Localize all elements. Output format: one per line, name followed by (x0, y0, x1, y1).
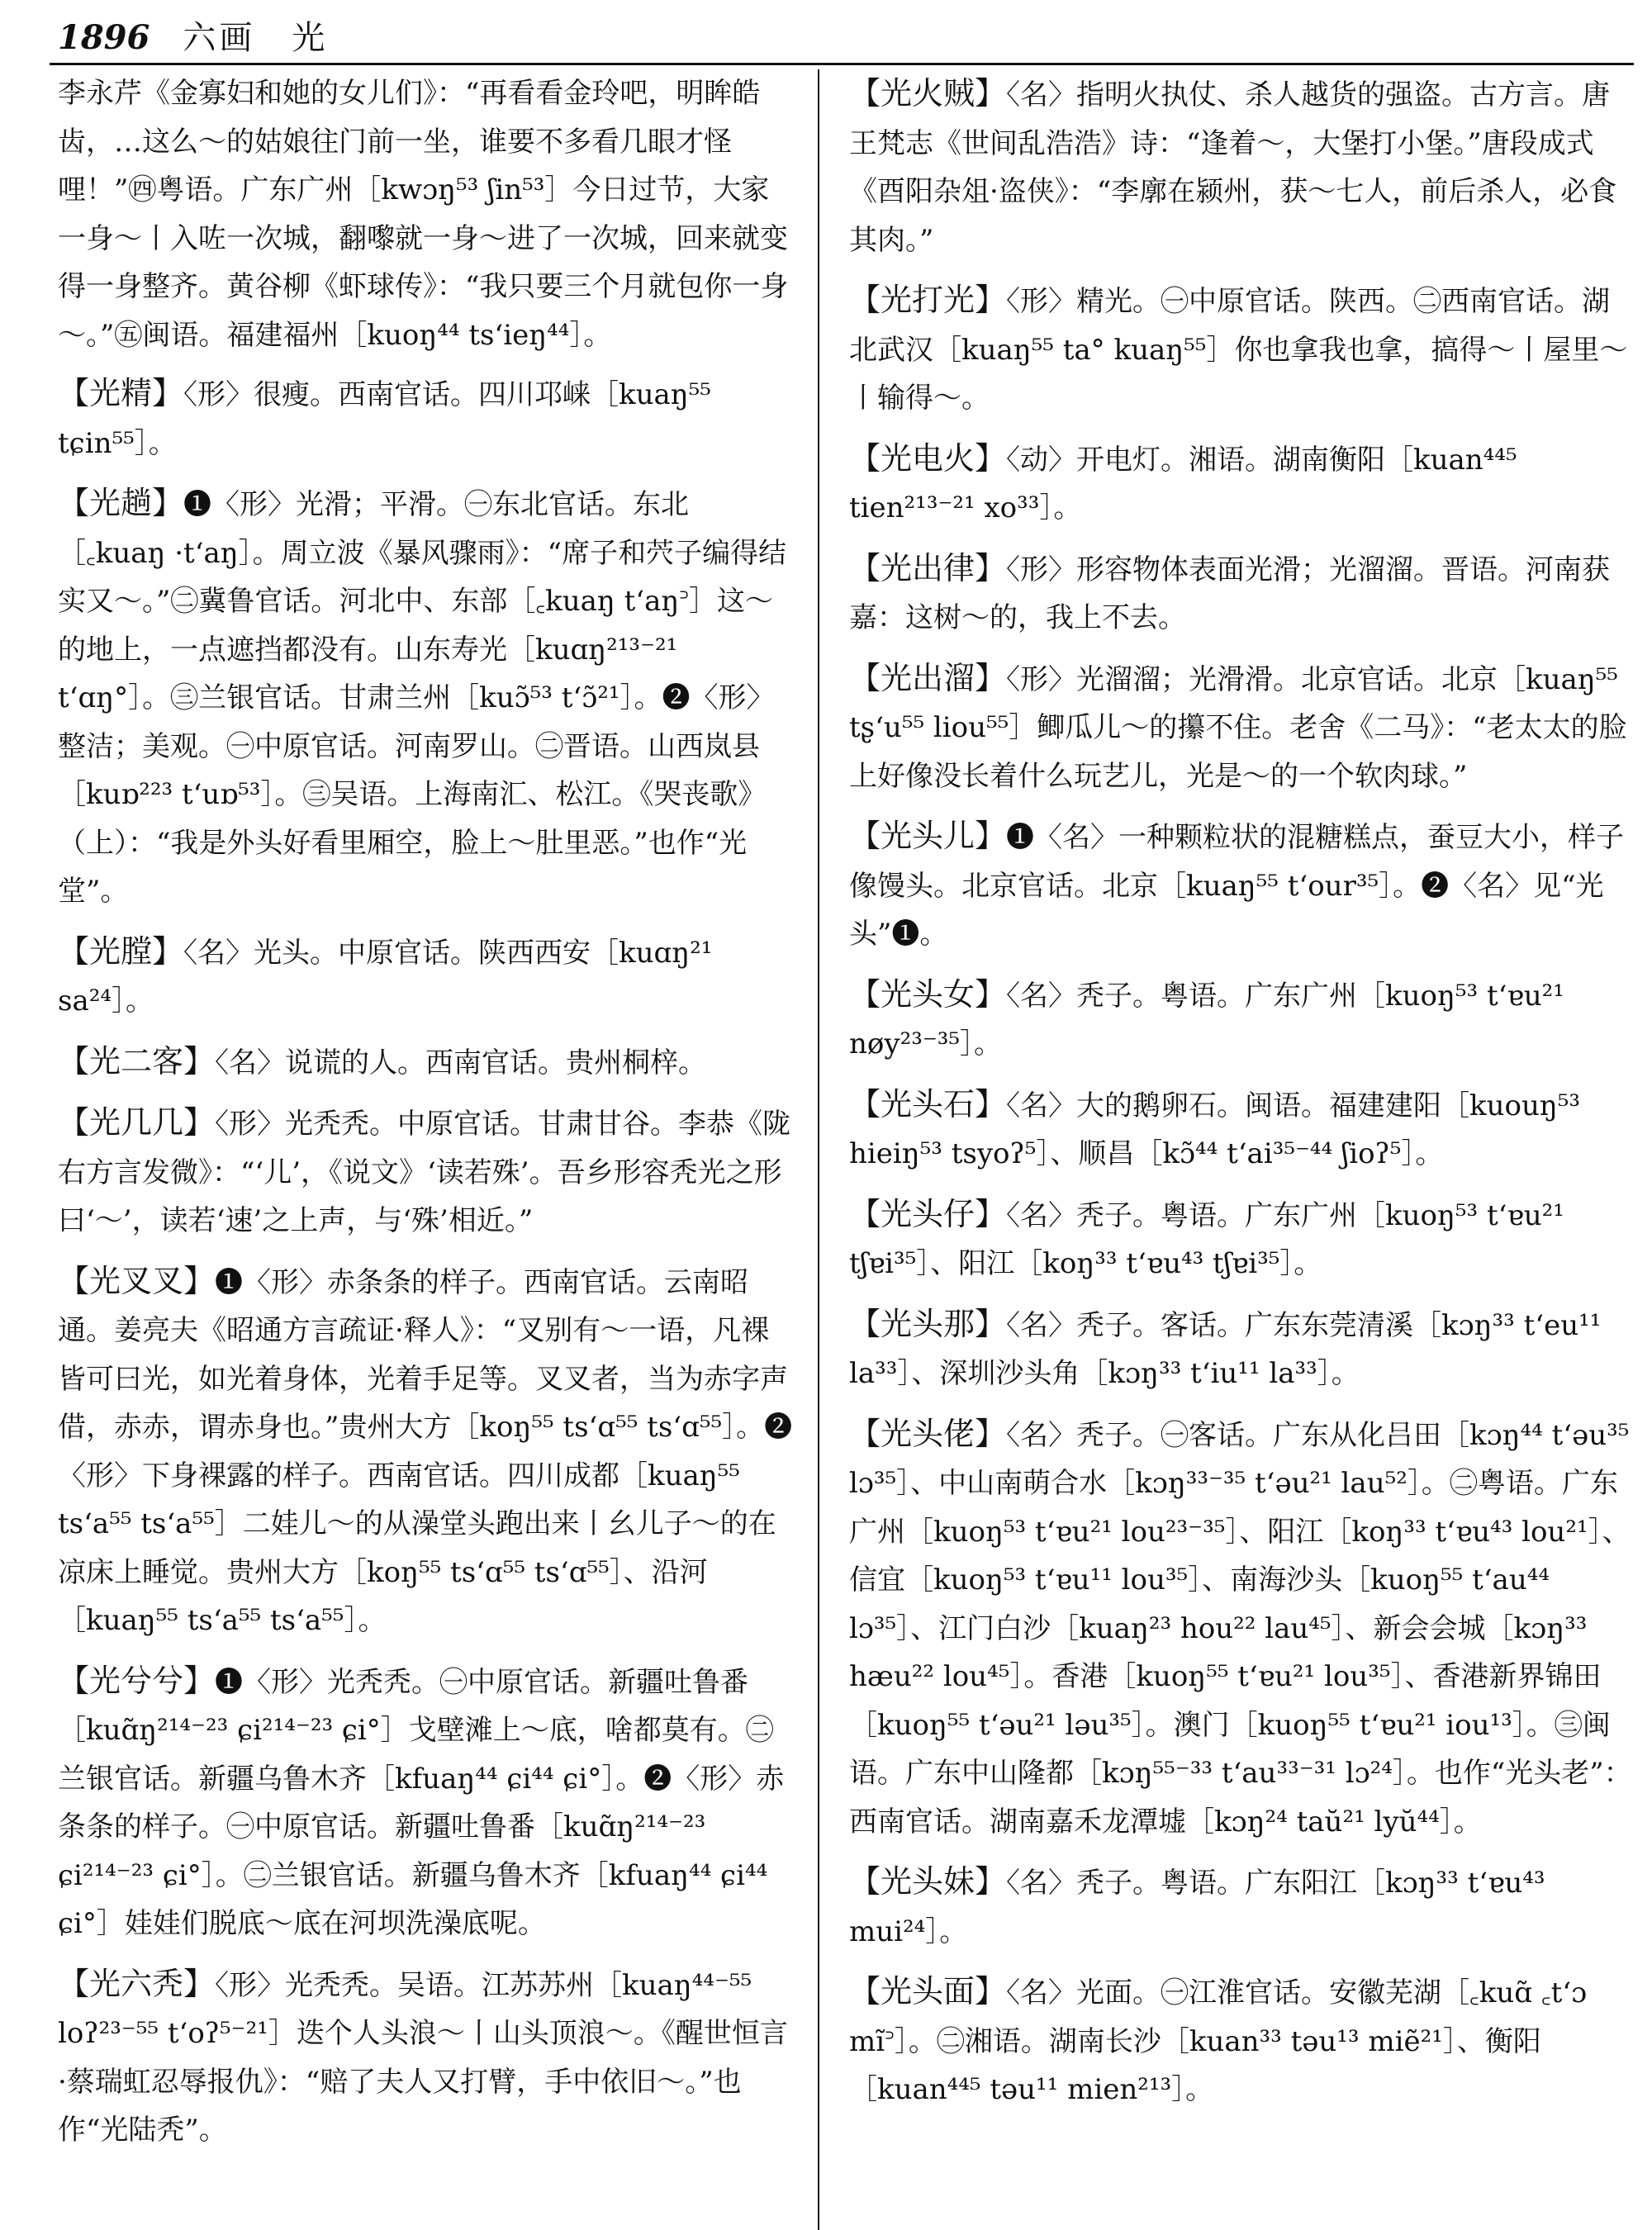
entry-headword: 【光头石】 (849, 1085, 1007, 1122)
entry-headword: 【光二客】 (58, 1042, 216, 1079)
entry-definition: 〈形〉光秃秃。吴语。江苏苏州［kuaŋ⁴⁴⁻⁵⁵ loʔ²³⁻⁵⁵ t‘oʔ⁵⁻²¹］迭个人头浪～丨山头顶浪～。《醒世恒言·蔡瑞虹忍辱报仇》：“赔了夫人又打臂，手中依旧～。”也作“光陆秃”。 (58, 1968, 788, 2147)
dictionary-entry (58, 69, 793, 359)
dictionary-entry (849, 970, 1634, 1069)
entry-definition: 〈动〉开电灯。湘语。湖南衡阳［kuan⁴⁴⁵ tien²¹³⁻²¹ xo³³］。 (849, 443, 1517, 524)
column-divider (818, 69, 819, 2230)
entry-headword: 【光出溜】 (849, 659, 1007, 696)
page-header (58, 12, 328, 61)
dictionary-entry (58, 928, 793, 1026)
dictionary-entry (849, 69, 1634, 264)
entry-definition: 〈名〉秃子。客话。广东东莞清溪［kɔŋ³³ t‘eu¹¹ la³³］、深圳沙头角［kɔŋ³³ t‘iu¹¹ la³³］。 (849, 1308, 1602, 1390)
entry-headword: 【光出律】 (849, 549, 1007, 586)
entry-headword: 【光几几】 (58, 1104, 216, 1141)
entry-definition: 〈名〉秃子。㊀客话。广东从化吕田［kɔŋ⁴⁴ t‘əu³⁵ lɔ³⁵］、中山南萌合水［kɔŋ³³⁻³⁵ t‘əu²¹ lau⁵²］。㊁粤语。广东广州［kuoŋ⁵³ t‘ɐu²¹ lou²³⁻³⁵］、阳江［koŋ³³ t‘ɐu⁴³ lou²¹］、信宜［kuoŋ⁵³ t‘ɐu¹¹ lou³⁵］、南海沙头［kuoŋ⁵⁵ t‘au⁴⁴ lɔ³⁵］、江门白沙［kuaŋ²³ hou²² lau⁴⁵］、新会会城［kɔŋ³³ hæu²² lou⁴⁵］。香港［kuoŋ⁵⁵ t‘ɐu²¹ lou³⁵］、香港新界锦田［kuoŋ⁵⁵ t‘əu²¹ ləu³⁵］。澳门［kuoŋ⁵⁵ t‘ɐu²¹ iou¹³］。㊂闽语。广东中山隆都［kɔŋ⁵⁵⁻³³ t‘au³³⁻³¹ lɔ²⁴］。也作“光头老”：西南官话。湖南嘉禾龙潭墟［kɔŋ²⁴ taŭ²¹ lyŭ⁴⁴］。 (849, 1418, 1632, 1839)
section-title: 六画 光 (183, 19, 329, 57)
entry-headword: 【光精】 (58, 375, 184, 411)
entry-headword: 【光头佬】 (849, 1415, 1007, 1452)
dictionary-entry (849, 1300, 1634, 1398)
dictionary-entry (849, 1190, 1634, 1288)
entry-headword: 【光头面】 (849, 1973, 1007, 2009)
entry-headword: 【光趟】 (58, 485, 184, 521)
entry-definition: 〈形〉精光。㊀中原官话。陕西。㊁西南官话。湖北武汉［kuaŋ⁵⁵ ta° kuaŋ⁵⁵］你也拿我也拿，搞得～丨屋里～丨输得～。 (849, 285, 1628, 415)
dictionary-entry (58, 479, 793, 916)
dictionary-entry (849, 654, 1634, 801)
header-rule (50, 63, 1634, 65)
entry-definition: ❶〈形〉光滑；平滑。㊀东北官话。东北［꜀kuaŋ ·t‘aŋ］。周立波《暴风骤雨》：“席子和茓子编得结实又～。”㊁冀鲁官话。河北中、东部［꜀kuaŋ t‘aŋ꜄］这～的地上，一点遮挡都没有。山东寿光［kuɑŋ²¹³⁻²¹ t‘ɑŋ°］。㊂兰银官话。甘肃兰州［kuɔ̃⁵³ t‘ɔ̃²¹］。❷〈形〉整洁；美观。㊀中原官话。河南罗山。㊁晋语。山西岚县［kuɒ²²³ t‘uɒ⁵³］。㊂吴语。上海南汇、松江。《哭丧歌》（上）：“我是外头好看里厢空，脸上～肚里恶。”也作“光堂”。 (58, 488, 787, 908)
entry-definition: 〈名〉大的鹅卵石。闽语。福建建阳［kuouŋ⁵³ hieiŋ⁵³ tsyoʔ⁵］、顺昌［kɔ̃⁴⁴ t‘ai³⁵⁻⁴⁴ ʃioʔ⁵］。 (849, 1089, 1581, 1170)
entry-definition: 〈名〉秃子。粤语。广东阳江［kɔŋ³³ t‘ɐu⁴³ mui²⁴］。 (849, 1867, 1545, 1948)
dictionary-entry (849, 1080, 1634, 1179)
dictionary-entry (849, 812, 1634, 959)
entry-definition: 〈形〉光溜溜；光滑滑。北京官话。北京［kuaŋ⁵⁵ tʂ‘u⁵⁵ liou⁵⁵］鲫瓜儿～的攥不住。老舍《二马》：“老太太的脸上好像没长着什么玩艺儿，光是～的一个软肉球。” (849, 662, 1627, 793)
entry-headword: 【光叉叉】 (58, 1262, 216, 1299)
entry-definition: 〈名〉光头。中原官话。陕西西安［kuɑŋ²¹ sa²⁴］。 (58, 936, 713, 1018)
entry-definition: 〈形〉形容物体表面光滑；光溜溜。晋语。河南获嘉：这树～的，我上不去。 (849, 553, 1611, 634)
left-column (58, 69, 793, 2230)
dictionary-entry (58, 1098, 793, 1245)
entry-definition: 〈形〉光秃秃。中原官话。甘肃甘谷。李恭《陇右方言发微》：“‘儿’，《说文》‘读若殊’。吾乡形容秃光之形曰‘～’，读若‘速’之上声，与‘殊’相近。” (58, 1108, 791, 1237)
dictionary-entry (849, 1410, 1634, 1847)
entry-headword: 【光头妹】 (849, 1863, 1007, 1900)
entry-definition: ❶〈形〉光秃秃。㊀中原官话。新疆吐鲁番［kuɑ̃ŋ²¹⁴⁻²³ ɕi²¹⁴⁻²³ ɕi°］戈壁滩上～底，啥都莫有。㊁兰银官话。新疆乌鲁木齐［kfuaŋ⁴⁴ ɕi⁴⁴ ɕi°］。❷〈形〉赤条条的样子。㊀中原官话。新疆吐鲁番［kuɑ̃ŋ²¹⁴⁻²³ ɕi²¹⁴⁻²³ ɕi°］。㊁兰银官话。新疆乌鲁木齐［kfuaŋ⁴⁴ ɕi⁴⁴ ɕi°］娃娃们脱底～底在河坝洗澡底呢。 (58, 1665, 785, 1940)
dictionary-entry (58, 1257, 793, 1645)
entry-headword: 【光头女】 (849, 975, 1007, 1013)
dictionary-entry (849, 434, 1634, 533)
entry-definition: 〈形〉很瘦。西南官话。四川邛崃［kuaŋ⁵⁵ tɕin⁵⁵］。 (58, 378, 711, 460)
entry-headword: 【光兮兮】 (58, 1662, 216, 1699)
entry-headword: 【光头儿】 (849, 818, 1007, 854)
entry-headword: 【光头仔】 (849, 1195, 1007, 1232)
entry-definition: 〈名〉秃子。粤语。广东广州［kuoŋ⁵³ t‘ɐu²¹ nøy²³⁻³⁵］。 (849, 979, 1564, 1060)
entry-definition: 〈名〉说谎的人。西南官话。贵州桐梓。 (215, 1046, 707, 1079)
entry-headword: 【光打光】 (849, 282, 1007, 318)
dictionary-entry (849, 544, 1634, 643)
entry-headword: 【光火贼】 (849, 75, 1007, 112)
entry-headword: 【光膛】 (58, 932, 184, 970)
dictionary-entry (58, 1657, 793, 1948)
entry-definition: ❶〈名〉一种颗粒状的混糖糕点，蚕豆大小，样子像馒头。北京官话。北京［kuaŋ⁵⁵ t‘our³⁵］。❷〈名〉见“光头”❶。 (849, 821, 1625, 951)
dictionary-entry (849, 1967, 1634, 2114)
entry-definition: 〈名〉指明火执仗、杀人越货的强盗。古方言。唐王梵志《世间乱浩浩》诗：“逢着～，大堡打小堡。”唐段成式《酉阳杂俎·盗侠》：“李廓在颍州，获～七人，前后杀人，必食其肉。” (849, 78, 1617, 257)
right-column (849, 69, 1634, 2230)
entry-headword: 【光电火】 (849, 439, 1007, 477)
entry-definition: 〈名〉秃子。粤语。广东广州［kuoŋ⁵³ t‘ɐu²¹ tʃɐi³⁵］、阳江［koŋ³³ t‘ɐu⁴³ tʃɐi³⁵］。 (849, 1198, 1564, 1280)
dictionary-entry (58, 1037, 793, 1088)
dictionary-entry (58, 1960, 793, 2155)
entry-headword: 【光头那】 (849, 1305, 1007, 1342)
dictionary-entry (58, 369, 793, 467)
entry-definition: 〈名〉光面。㊀江淮官话。安徽芜湖［꜀kuɑ̃ ꜀t‘ɔ mĩ꜄］。㊁湘语。湖南长沙［kuan³³ təu¹³ miẽ²¹］、衡阳［kuan⁴⁴⁵ təu¹¹ mien²¹³］。 (849, 1976, 1588, 2106)
entry-headword: 【光六秃】 (58, 1965, 216, 2002)
entry-definition: 李永芹《金寡妇和她的女儿们》：“再看看金玲吧，明眸皓齿，…这么～的姑娘往门前一坐，谁要不多看几眼才怪哩！”㊃粤语。广东广州［kwɔŋ⁵³ ʃin⁵³］今日过节，大家一身～丨入咗一次城，翻嚟就一身～进了一次城，回来就变得一身整齐。黄谷柳《虾球传》：“我只要三个月就包你一身～。”㊄闽语。福建福州［kuoŋ⁴⁴ ts‘ieŋ⁴⁴］。 (58, 77, 789, 352)
dictionary-entry (849, 276, 1634, 423)
entry-definition: ❶〈形〉赤条条的样子。西南官话。云南昭通。姜亮夫《昭通方言疏证·释人》：“叉别有～一语，凡裸皆可曰光，如光着身体，光着手足等。叉叉者，当为赤字声借，赤赤，谓赤身也。”贵州大方［koŋ⁵⁵ ts‘ɑ⁵⁵ ts‘ɑ⁵⁵］。❷〈形〉下身裸露的样子。西南官话。四川成都［kuaŋ⁵⁵ ts‘a⁵⁵ ts‘a⁵⁵］二娃儿～的从澡堂头跑出来丨幺儿子～的在凉床上睡觉。贵州大方［koŋ⁵⁵ ts‘ɑ⁵⁵ ts‘ɑ⁵⁵］、沿河［kuaŋ⁵⁵ ts‘a⁵⁵ ts‘a⁵⁵］。 (58, 1265, 793, 1637)
dictionary-entry (849, 1858, 1634, 1956)
page-number: 1896 (58, 18, 150, 57)
